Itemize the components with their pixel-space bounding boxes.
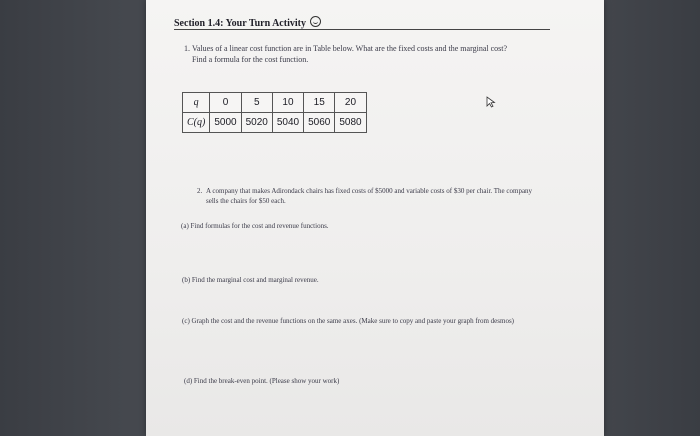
document-page <box>146 0 604 436</box>
table-cell-cq: 5060 <box>304 113 335 133</box>
table-cell-q: 15 <box>304 93 335 113</box>
table-cell-q: 10 <box>272 93 303 113</box>
table-cell-cq: 5080 <box>335 113 366 133</box>
table-row-label-cq: C(q) <box>183 113 210 133</box>
question-2 <box>197 186 546 206</box>
table-cell-cq: 5000 <box>210 113 241 133</box>
document-content <box>146 0 604 436</box>
table-cell-q: 5 <box>241 93 272 113</box>
question-2-text: A company that makes Adirondack chairs has fixed costs of $5000 and variable costs of $30 per chair. The company sells the chairs for $50 each. <box>206 187 533 205</box>
table-row-label-q: q <box>183 93 210 113</box>
part-c: (c) Graph the cost and the revenue functions on the same axes. (Make sure to copy and paste your graph from desmos) <box>182 317 515 325</box>
table-cell-cq: 5020 <box>241 113 272 133</box>
question-1-number: 1. <box>184 44 190 53</box>
question-1 <box>184 43 522 65</box>
table-row-cq <box>183 113 367 133</box>
part-d: (d) Find the break-even point. (Please show your work) <box>184 377 340 385</box>
table-row-q <box>183 93 367 113</box>
cost-table <box>182 92 367 133</box>
table-cell-cq: 5040 <box>272 113 303 133</box>
question-2-number: 2. <box>197 187 203 195</box>
smiley-icon <box>310 16 321 27</box>
table-cell-q: 20 <box>335 93 366 113</box>
section-title-text: Section 1.4: Your Turn Activity <box>174 18 306 29</box>
part-b: (b) Find the marginal cost and marginal revenue. <box>182 276 319 284</box>
section-title <box>174 16 321 29</box>
title-underline <box>174 29 550 30</box>
question-1-text: Values of a linear cost function are in Table below. What are the fixed costs and the marginal cost? Find a formula for the cost function. <box>192 44 508 64</box>
mouse-cursor-icon <box>486 96 496 108</box>
table-cell-q: 0 <box>210 93 241 113</box>
part-a: (a) Find formulas for the cost and revenue functions. <box>181 222 329 230</box>
